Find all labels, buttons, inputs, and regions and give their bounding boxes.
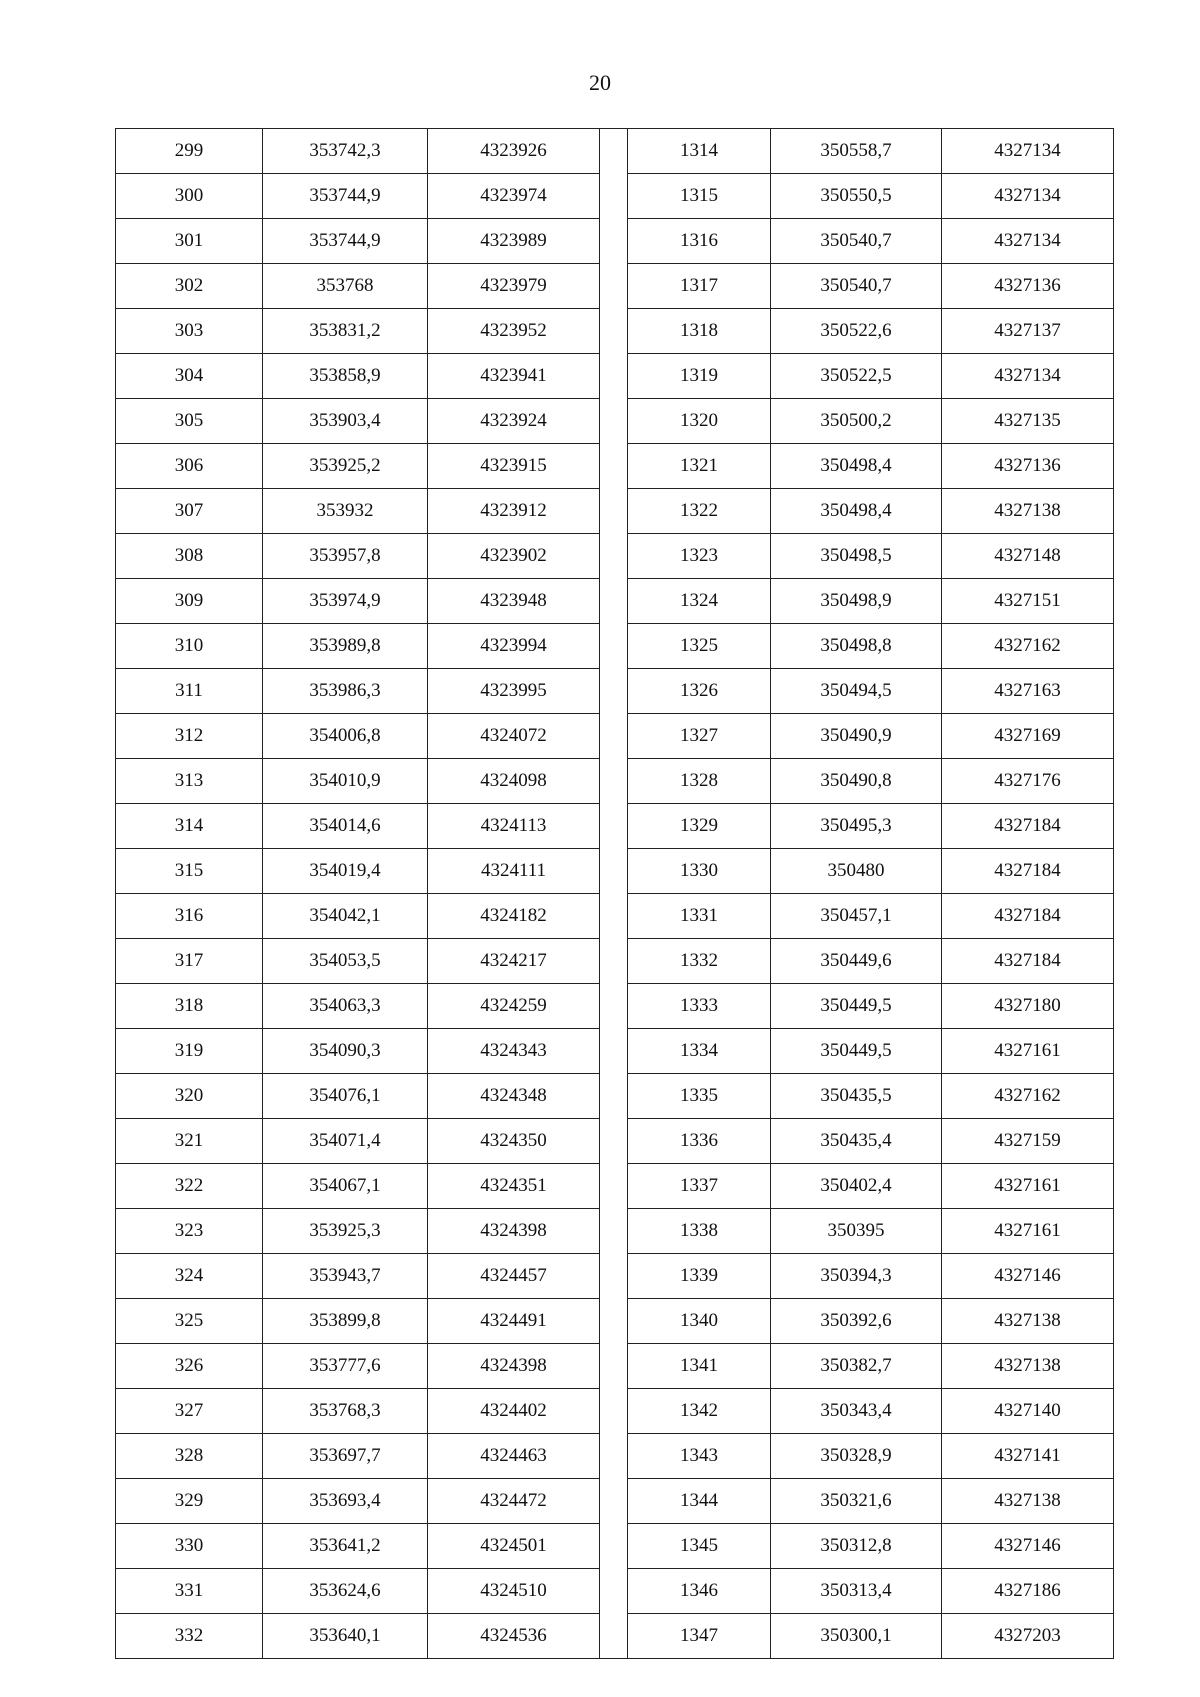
right-point-number-cell: 1329 (628, 804, 771, 849)
left-x-coordinate-cell: 353986,3 (263, 669, 428, 714)
right-point-number-cell: 1342 (628, 1389, 771, 1434)
table-row (116, 1434, 1114, 1479)
left-y-coordinate-cell: 4324501 (428, 1524, 600, 1569)
right-y-coordinate-cell: 4327140 (942, 1389, 1114, 1434)
left-point-number-cell: 309 (116, 579, 263, 624)
column-gap (600, 219, 628, 264)
table-row (116, 714, 1114, 759)
right-point-number-cell: 1315 (628, 174, 771, 219)
left-y-coordinate-cell: 4323948 (428, 579, 600, 624)
table-row (116, 984, 1114, 1029)
right-y-coordinate-cell: 4327134 (942, 129, 1114, 174)
left-x-coordinate-cell: 354063,3 (263, 984, 428, 1029)
right-y-coordinate-cell: 4327161 (942, 1164, 1114, 1209)
right-y-coordinate-cell: 4327184 (942, 939, 1114, 984)
left-y-coordinate-cell: 4324348 (428, 1074, 600, 1119)
table-row (116, 849, 1114, 894)
table-row (116, 354, 1114, 399)
right-point-number-cell: 1343 (628, 1434, 771, 1479)
left-y-coordinate-cell: 4324111 (428, 849, 600, 894)
left-x-coordinate-cell: 353768,3 (263, 1389, 428, 1434)
right-x-coordinate-cell: 350343,4 (771, 1389, 942, 1434)
left-x-coordinate-cell: 353742,3 (263, 129, 428, 174)
right-y-coordinate-cell: 4327161 (942, 1209, 1114, 1254)
right-x-coordinate-cell: 350495,3 (771, 804, 942, 849)
right-x-coordinate-cell: 350540,7 (771, 264, 942, 309)
left-x-coordinate-cell: 354071,4 (263, 1119, 428, 1164)
right-y-coordinate-cell: 4327159 (942, 1119, 1114, 1164)
table-row (116, 219, 1114, 264)
left-y-coordinate-cell: 4323915 (428, 444, 600, 489)
left-point-number-cell: 310 (116, 624, 263, 669)
left-y-coordinate-cell: 4323979 (428, 264, 600, 309)
right-point-number-cell: 1316 (628, 219, 771, 264)
left-y-coordinate-cell: 4324398 (428, 1344, 600, 1389)
table-row (116, 1029, 1114, 1074)
left-x-coordinate-cell: 353831,2 (263, 309, 428, 354)
left-x-coordinate-cell: 353697,7 (263, 1434, 428, 1479)
left-point-number-cell: 308 (116, 534, 263, 579)
left-y-coordinate-cell: 4324098 (428, 759, 600, 804)
right-x-coordinate-cell: 350457,1 (771, 894, 942, 939)
right-point-number-cell: 1334 (628, 1029, 771, 1074)
left-point-number-cell: 315 (116, 849, 263, 894)
table-row (116, 804, 1114, 849)
column-gap (600, 174, 628, 219)
left-y-coordinate-cell: 4324491 (428, 1299, 600, 1344)
right-y-coordinate-cell: 4327146 (942, 1524, 1114, 1569)
right-point-number-cell: 1340 (628, 1299, 771, 1344)
column-gap (600, 939, 628, 984)
right-x-coordinate-cell: 350522,5 (771, 354, 942, 399)
right-y-coordinate-cell: 4327184 (942, 849, 1114, 894)
right-y-coordinate-cell: 4327162 (942, 1074, 1114, 1119)
right-y-coordinate-cell: 4327161 (942, 1029, 1114, 1074)
right-point-number-cell: 1322 (628, 489, 771, 534)
left-y-coordinate-cell: 4323995 (428, 669, 600, 714)
table-row (116, 1119, 1114, 1164)
right-x-coordinate-cell: 350435,5 (771, 1074, 942, 1119)
right-y-coordinate-cell: 4327138 (942, 1479, 1114, 1524)
left-x-coordinate-cell: 353974,9 (263, 579, 428, 624)
left-point-number-cell: 322 (116, 1164, 263, 1209)
table-row (116, 1569, 1114, 1614)
table-row (116, 1164, 1114, 1209)
table-row (116, 1209, 1114, 1254)
left-x-coordinate-cell: 354067,1 (263, 1164, 428, 1209)
column-gap (600, 579, 628, 624)
left-x-coordinate-cell: 353989,8 (263, 624, 428, 669)
left-point-number-cell: 299 (116, 129, 263, 174)
column-gap (600, 804, 628, 849)
right-x-coordinate-cell: 350498,5 (771, 534, 942, 579)
left-y-coordinate-cell: 4323994 (428, 624, 600, 669)
right-y-coordinate-cell: 4327141 (942, 1434, 1114, 1479)
right-y-coordinate-cell: 4327138 (942, 1299, 1114, 1344)
table-row (116, 1479, 1114, 1524)
column-gap (600, 129, 628, 174)
right-point-number-cell: 1318 (628, 309, 771, 354)
right-y-coordinate-cell: 4327176 (942, 759, 1114, 804)
right-x-coordinate-cell: 350312,8 (771, 1524, 942, 1569)
left-x-coordinate-cell: 354019,4 (263, 849, 428, 894)
right-y-coordinate-cell: 4327135 (942, 399, 1114, 444)
left-y-coordinate-cell: 4324536 (428, 1614, 600, 1659)
column-gap (600, 894, 628, 939)
left-x-coordinate-cell: 353925,3 (263, 1209, 428, 1254)
right-x-coordinate-cell: 350402,4 (771, 1164, 942, 1209)
right-point-number-cell: 1317 (628, 264, 771, 309)
column-gap (600, 1524, 628, 1569)
left-point-number-cell: 313 (116, 759, 263, 804)
table-row (116, 669, 1114, 714)
right-x-coordinate-cell: 350498,9 (771, 579, 942, 624)
right-y-coordinate-cell: 4327169 (942, 714, 1114, 759)
left-x-coordinate-cell: 353744,9 (263, 219, 428, 264)
table-row (116, 1254, 1114, 1299)
column-gap (600, 1389, 628, 1434)
right-point-number-cell: 1323 (628, 534, 771, 579)
table-row (116, 624, 1114, 669)
left-y-coordinate-cell: 4323912 (428, 489, 600, 534)
right-point-number-cell: 1346 (628, 1569, 771, 1614)
left-point-number-cell: 318 (116, 984, 263, 1029)
column-gap (600, 669, 628, 714)
left-y-coordinate-cell: 4323952 (428, 309, 600, 354)
right-point-number-cell: 1330 (628, 849, 771, 894)
table-row (116, 579, 1114, 624)
right-point-number-cell: 1325 (628, 624, 771, 669)
column-gap (600, 354, 628, 399)
table-row (116, 894, 1114, 939)
right-y-coordinate-cell: 4327148 (942, 534, 1114, 579)
coordinates-table (115, 128, 1114, 1659)
left-point-number-cell: 326 (116, 1344, 263, 1389)
left-y-coordinate-cell: 4323926 (428, 129, 600, 174)
left-point-number-cell: 320 (116, 1074, 263, 1119)
left-point-number-cell: 323 (116, 1209, 263, 1254)
left-x-coordinate-cell: 354006,8 (263, 714, 428, 759)
right-point-number-cell: 1341 (628, 1344, 771, 1389)
left-point-number-cell: 302 (116, 264, 263, 309)
column-gap (600, 1209, 628, 1254)
left-y-coordinate-cell: 4324463 (428, 1434, 600, 1479)
left-x-coordinate-cell: 354014,6 (263, 804, 428, 849)
right-y-coordinate-cell: 4327203 (942, 1614, 1114, 1659)
left-y-coordinate-cell: 4323989 (428, 219, 600, 264)
left-point-number-cell: 319 (116, 1029, 263, 1074)
left-x-coordinate-cell: 354053,5 (263, 939, 428, 984)
right-x-coordinate-cell: 350540,7 (771, 219, 942, 264)
table-row (116, 1074, 1114, 1119)
table-row (116, 444, 1114, 489)
left-x-coordinate-cell: 354090,3 (263, 1029, 428, 1074)
right-x-coordinate-cell: 350313,4 (771, 1569, 942, 1614)
left-point-number-cell: 305 (116, 399, 263, 444)
left-x-coordinate-cell: 353768 (263, 264, 428, 309)
left-point-number-cell: 307 (116, 489, 263, 534)
left-point-number-cell: 329 (116, 1479, 263, 1524)
page-number: 20 (589, 70, 611, 95)
right-x-coordinate-cell: 350449,5 (771, 984, 942, 1029)
right-y-coordinate-cell: 4327186 (942, 1569, 1114, 1614)
left-point-number-cell: 300 (116, 174, 263, 219)
left-point-number-cell: 316 (116, 894, 263, 939)
right-x-coordinate-cell: 350498,4 (771, 444, 942, 489)
right-x-coordinate-cell: 350328,9 (771, 1434, 942, 1479)
left-y-coordinate-cell: 4324182 (428, 894, 600, 939)
right-y-coordinate-cell: 4327134 (942, 174, 1114, 219)
right-point-number-cell: 1328 (628, 759, 771, 804)
left-point-number-cell: 314 (116, 804, 263, 849)
column-gap (600, 444, 628, 489)
right-point-number-cell: 1314 (628, 129, 771, 174)
right-y-coordinate-cell: 4327184 (942, 894, 1114, 939)
left-y-coordinate-cell: 4324217 (428, 939, 600, 984)
left-point-number-cell: 332 (116, 1614, 263, 1659)
left-y-coordinate-cell: 4323941 (428, 354, 600, 399)
left-y-coordinate-cell: 4324259 (428, 984, 600, 1029)
right-x-coordinate-cell: 350394,3 (771, 1254, 942, 1299)
left-point-number-cell: 317 (116, 939, 263, 984)
right-x-coordinate-cell: 350522,6 (771, 309, 942, 354)
right-point-number-cell: 1347 (628, 1614, 771, 1659)
right-y-coordinate-cell: 4327138 (942, 489, 1114, 534)
left-y-coordinate-cell: 4323974 (428, 174, 600, 219)
right-x-coordinate-cell: 350498,8 (771, 624, 942, 669)
right-point-number-cell: 1345 (628, 1524, 771, 1569)
column-gap (600, 1029, 628, 1074)
column-gap (600, 1479, 628, 1524)
right-x-coordinate-cell: 350300,1 (771, 1614, 942, 1659)
right-point-number-cell: 1333 (628, 984, 771, 1029)
left-x-coordinate-cell: 353903,4 (263, 399, 428, 444)
right-x-coordinate-cell: 350435,4 (771, 1119, 942, 1164)
table-row (116, 174, 1114, 219)
left-x-coordinate-cell: 354042,1 (263, 894, 428, 939)
column-gap (600, 489, 628, 534)
column-gap (600, 1344, 628, 1389)
left-y-coordinate-cell: 4324510 (428, 1569, 600, 1614)
left-x-coordinate-cell: 353640,1 (263, 1614, 428, 1659)
left-x-coordinate-cell: 354010,9 (263, 759, 428, 804)
left-y-coordinate-cell: 4324113 (428, 804, 600, 849)
left-x-coordinate-cell: 353858,9 (263, 354, 428, 399)
right-y-coordinate-cell: 4327134 (942, 219, 1114, 264)
right-y-coordinate-cell: 4327163 (942, 669, 1114, 714)
right-point-number-cell: 1337 (628, 1164, 771, 1209)
right-y-coordinate-cell: 4327134 (942, 354, 1114, 399)
left-x-coordinate-cell: 353899,8 (263, 1299, 428, 1344)
right-x-coordinate-cell: 350550,5 (771, 174, 942, 219)
right-y-coordinate-cell: 4327184 (942, 804, 1114, 849)
left-y-coordinate-cell: 4324402 (428, 1389, 600, 1434)
left-point-number-cell: 324 (116, 1254, 263, 1299)
column-gap (600, 264, 628, 309)
left-point-number-cell: 331 (116, 1569, 263, 1614)
right-y-coordinate-cell: 4327180 (942, 984, 1114, 1029)
table-row (116, 534, 1114, 579)
left-x-coordinate-cell: 353744,9 (263, 174, 428, 219)
coordinates-table-body (116, 129, 1114, 1659)
right-x-coordinate-cell: 350449,5 (771, 1029, 942, 1074)
table-row (116, 399, 1114, 444)
right-point-number-cell: 1335 (628, 1074, 771, 1119)
right-y-coordinate-cell: 4327136 (942, 444, 1114, 489)
table-row (116, 1389, 1114, 1434)
left-point-number-cell: 301 (116, 219, 263, 264)
right-x-coordinate-cell: 350382,7 (771, 1344, 942, 1389)
right-point-number-cell: 1319 (628, 354, 771, 399)
right-point-number-cell: 1344 (628, 1479, 771, 1524)
left-x-coordinate-cell: 353641,2 (263, 1524, 428, 1569)
left-point-number-cell: 321 (116, 1119, 263, 1164)
left-x-coordinate-cell: 353932 (263, 489, 428, 534)
left-x-coordinate-cell: 353925,2 (263, 444, 428, 489)
left-x-coordinate-cell: 354076,1 (263, 1074, 428, 1119)
right-x-coordinate-cell: 350321,6 (771, 1479, 942, 1524)
left-point-number-cell: 306 (116, 444, 263, 489)
left-point-number-cell: 327 (116, 1389, 263, 1434)
table-row (116, 1299, 1114, 1344)
right-x-coordinate-cell: 350494,5 (771, 669, 942, 714)
right-y-coordinate-cell: 4327137 (942, 309, 1114, 354)
column-gap (600, 1614, 628, 1659)
right-x-coordinate-cell: 350500,2 (771, 399, 942, 444)
left-point-number-cell: 311 (116, 669, 263, 714)
right-point-number-cell: 1327 (628, 714, 771, 759)
right-y-coordinate-cell: 4327162 (942, 624, 1114, 669)
column-gap (600, 1074, 628, 1119)
right-x-coordinate-cell: 350395 (771, 1209, 942, 1254)
column-gap (600, 759, 628, 804)
left-point-number-cell: 328 (116, 1434, 263, 1479)
right-x-coordinate-cell: 350392,6 (771, 1299, 942, 1344)
table-row (116, 1344, 1114, 1389)
right-x-coordinate-cell: 350480 (771, 849, 942, 894)
left-x-coordinate-cell: 353693,4 (263, 1479, 428, 1524)
column-gap (600, 984, 628, 1029)
left-y-coordinate-cell: 4324398 (428, 1209, 600, 1254)
table-row (116, 309, 1114, 354)
column-gap (600, 1434, 628, 1479)
right-point-number-cell: 1331 (628, 894, 771, 939)
left-point-number-cell: 330 (116, 1524, 263, 1569)
left-y-coordinate-cell: 4324351 (428, 1164, 600, 1209)
column-gap (600, 309, 628, 354)
right-point-number-cell: 1336 (628, 1119, 771, 1164)
right-x-coordinate-cell: 350490,9 (771, 714, 942, 759)
left-y-coordinate-cell: 4323924 (428, 399, 600, 444)
right-point-number-cell: 1321 (628, 444, 771, 489)
left-x-coordinate-cell: 353943,7 (263, 1254, 428, 1299)
right-point-number-cell: 1324 (628, 579, 771, 624)
column-gap (600, 1299, 628, 1344)
left-point-number-cell: 303 (116, 309, 263, 354)
column-gap (600, 399, 628, 444)
right-point-number-cell: 1332 (628, 939, 771, 984)
table-row (116, 129, 1114, 174)
left-x-coordinate-cell: 353777,6 (263, 1344, 428, 1389)
left-point-number-cell: 325 (116, 1299, 263, 1344)
left-point-number-cell: 304 (116, 354, 263, 399)
right-point-number-cell: 1338 (628, 1209, 771, 1254)
column-gap (600, 624, 628, 669)
right-point-number-cell: 1339 (628, 1254, 771, 1299)
right-y-coordinate-cell: 4327146 (942, 1254, 1114, 1299)
left-y-coordinate-cell: 4324472 (428, 1479, 600, 1524)
left-y-coordinate-cell: 4324343 (428, 1029, 600, 1074)
right-x-coordinate-cell: 350449,6 (771, 939, 942, 984)
left-y-coordinate-cell: 4323902 (428, 534, 600, 579)
left-x-coordinate-cell: 353957,8 (263, 534, 428, 579)
left-point-number-cell: 312 (116, 714, 263, 759)
left-y-coordinate-cell: 4324350 (428, 1119, 600, 1164)
column-gap (600, 849, 628, 894)
right-y-coordinate-cell: 4327138 (942, 1344, 1114, 1389)
left-y-coordinate-cell: 4324072 (428, 714, 600, 759)
left-x-coordinate-cell: 353624,6 (263, 1569, 428, 1614)
column-gap (600, 714, 628, 759)
table-row (116, 939, 1114, 984)
right-point-number-cell: 1320 (628, 399, 771, 444)
column-gap (600, 1569, 628, 1614)
column-gap (600, 534, 628, 579)
table-row (116, 1614, 1114, 1659)
table-row (116, 264, 1114, 309)
table-row (116, 489, 1114, 534)
right-x-coordinate-cell: 350490,8 (771, 759, 942, 804)
column-gap (600, 1254, 628, 1299)
right-point-number-cell: 1326 (628, 669, 771, 714)
table-row (116, 759, 1114, 804)
table-row (116, 1524, 1114, 1569)
right-x-coordinate-cell: 350558,7 (771, 129, 942, 174)
right-y-coordinate-cell: 4327136 (942, 264, 1114, 309)
right-x-coordinate-cell: 350498,4 (771, 489, 942, 534)
column-gap (600, 1164, 628, 1209)
column-gap (600, 1119, 628, 1164)
left-y-coordinate-cell: 4324457 (428, 1254, 600, 1299)
right-y-coordinate-cell: 4327151 (942, 579, 1114, 624)
